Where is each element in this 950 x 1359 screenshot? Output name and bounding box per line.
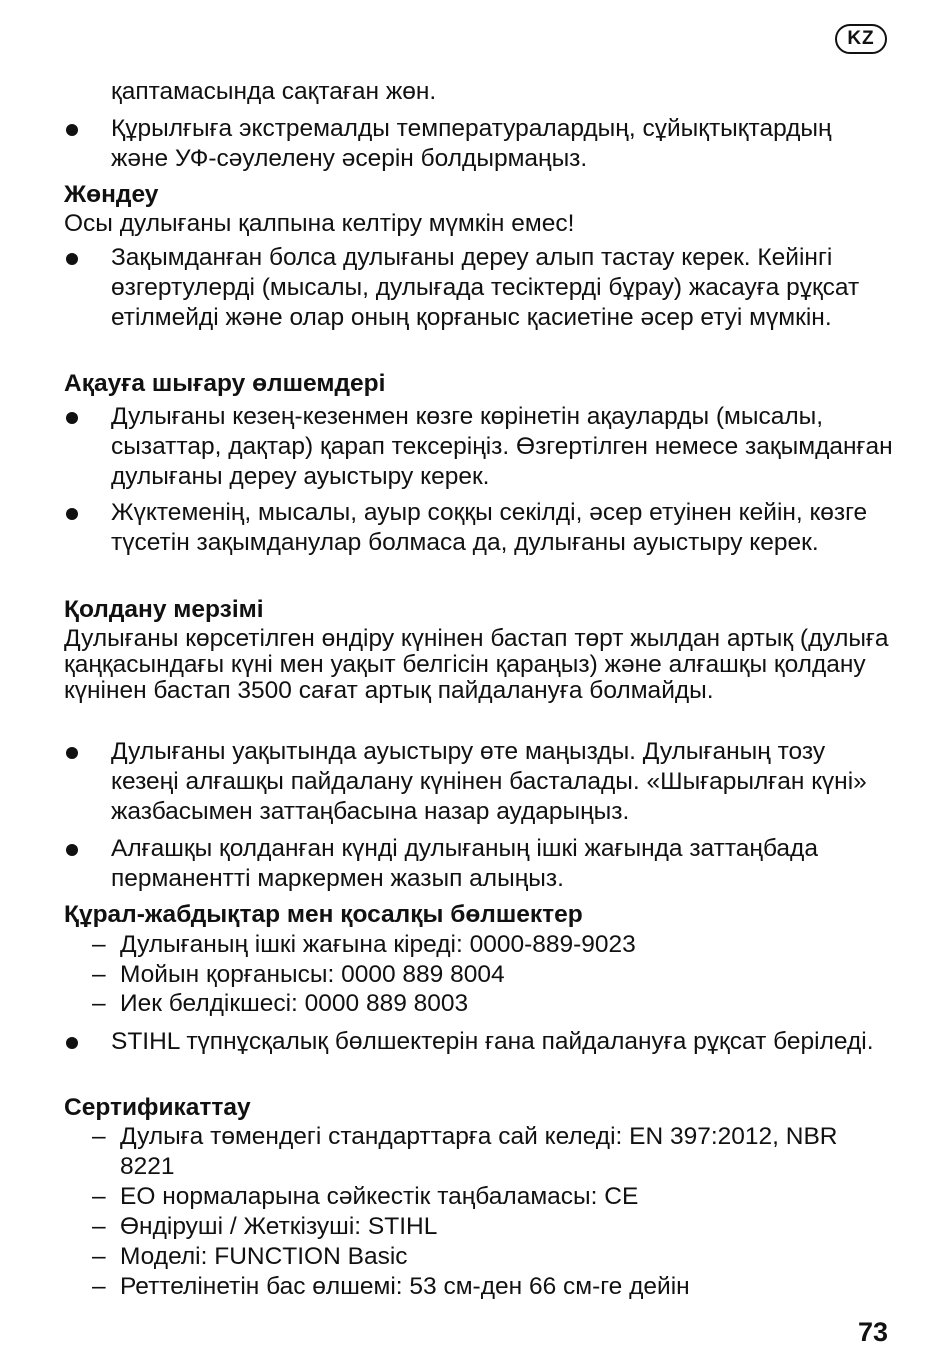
dash-marker: – [92,1213,106,1240]
bullet-icon [66,253,78,265]
section-heading-repair: Жөндеу [64,181,159,208]
dash-marker: – [92,1273,106,1300]
bullet-icon [66,508,78,520]
list-item: STIHL түпнұсқалық бөлшектерін ғана пайдалануға рұқсат беріледі. [64,1027,894,1057]
bullet-icon [66,1037,78,1049]
section-heading-certification: Сертификаттау [64,1094,251,1121]
list-item: – Иек белдікшесі: 0000 889 8003 [92,990,469,1017]
list-item: – Моделі: FUNCTION Basic [92,1243,408,1270]
list-item: Құрылғыға экстремалды температуралардың, сұйықтықтардың және УФ-сәулелену әсерін болдырмаңыз. [64,114,894,174]
bullet-icon [66,412,78,424]
list-item: – Дулығаның ішкі жағына кіреді: 0000-889-9023 [92,931,636,958]
list-item: – Мойын қорғанысы: 0000 889 8004 [92,961,505,988]
section-heading-retirement: Ақауға шығару өлшемдері [64,370,386,397]
list-item: Дулығаны уақытында ауыстыру өте маңызды. Дулығаның тозу кезеңі алғашқы пайдалану күнінен басталады. «Шығарылған күні» жазбасымен заттаңбасына назар аударыңыз. [64,737,894,827]
list-item: – Өндіруші / Жеткізуші: STIHL [92,1213,438,1240]
service-life-text: Дулығаны көрсетілген өндіру күнінен бастап төрт жылдан артық (дулыға қаңқасындағы күні мен уақыт белгісін қараңыз) және алғашқы қолдану күнінен бастап 3500 сағат артық пайдалануға болмайды. [64,625,889,704]
list-item: Дулығаны кезең-кезенмен көзге көрінетін ақауларды (мысалы, сызаттар, дақтар) қарап тексеріңіз. Өзгертілген немесе зақымданған дулығаны дереу ауыстыру керек. [64,402,894,492]
dash-marker: – [92,961,106,988]
list-item: – Дулыға төмендегі стандарттарға сай келеді: EN 397:2012, NBR 8221 [92,1123,838,1180]
list-item: Жүктеменің, мысалы, ауыр соққы секілді, әсер етуінен кейін, көзге түсетін зақымданулар болмаса да, дулығаны ауыстыру керек. [64,498,894,558]
language-badge: KZ [835,24,887,54]
list-item: – Реттелінетін бас өлшемі: 53 см-ден 66 см-ге дейін [92,1273,690,1300]
dash-marker: – [92,1123,106,1150]
bullet-icon [66,844,78,856]
page-number: 73 [858,1317,889,1347]
dash-marker: – [92,990,106,1017]
section-heading-accessories: Құрал-жабдықтар мен қосалқы бөлшектер [64,901,583,928]
list-item: Алғашқы қолданған күнді дулығаның ішкі жағында заттаңбада перманентті маркермен жазып алыңыз. [64,834,894,894]
section-heading-service-life: Қолдану мерзімі [64,596,264,623]
list-item: – ЕО нормаларына сәйкестік таңбаламасы: CE [92,1183,639,1210]
list-item: Зақымданған болса дулығаны дереу алып тастау керек. Кейінгі өзгертулерді (мысалы, дулығада тесіктерді бұрау) жасауға рұқсат етілмейді және олар оның қорғаныс қасиетіне әсер етуі мүмкін. [64,243,894,333]
bullet-icon [66,124,78,136]
dash-marker: – [92,1243,106,1270]
continuation-text: қаптамасында сақтаған жөн. [111,78,437,105]
bullet-icon [66,747,78,759]
repair-text: Осы дулығаны қалпына келтіру мүмкін емес! [64,210,575,237]
dash-marker: – [92,931,106,958]
dash-marker: – [92,1183,106,1210]
